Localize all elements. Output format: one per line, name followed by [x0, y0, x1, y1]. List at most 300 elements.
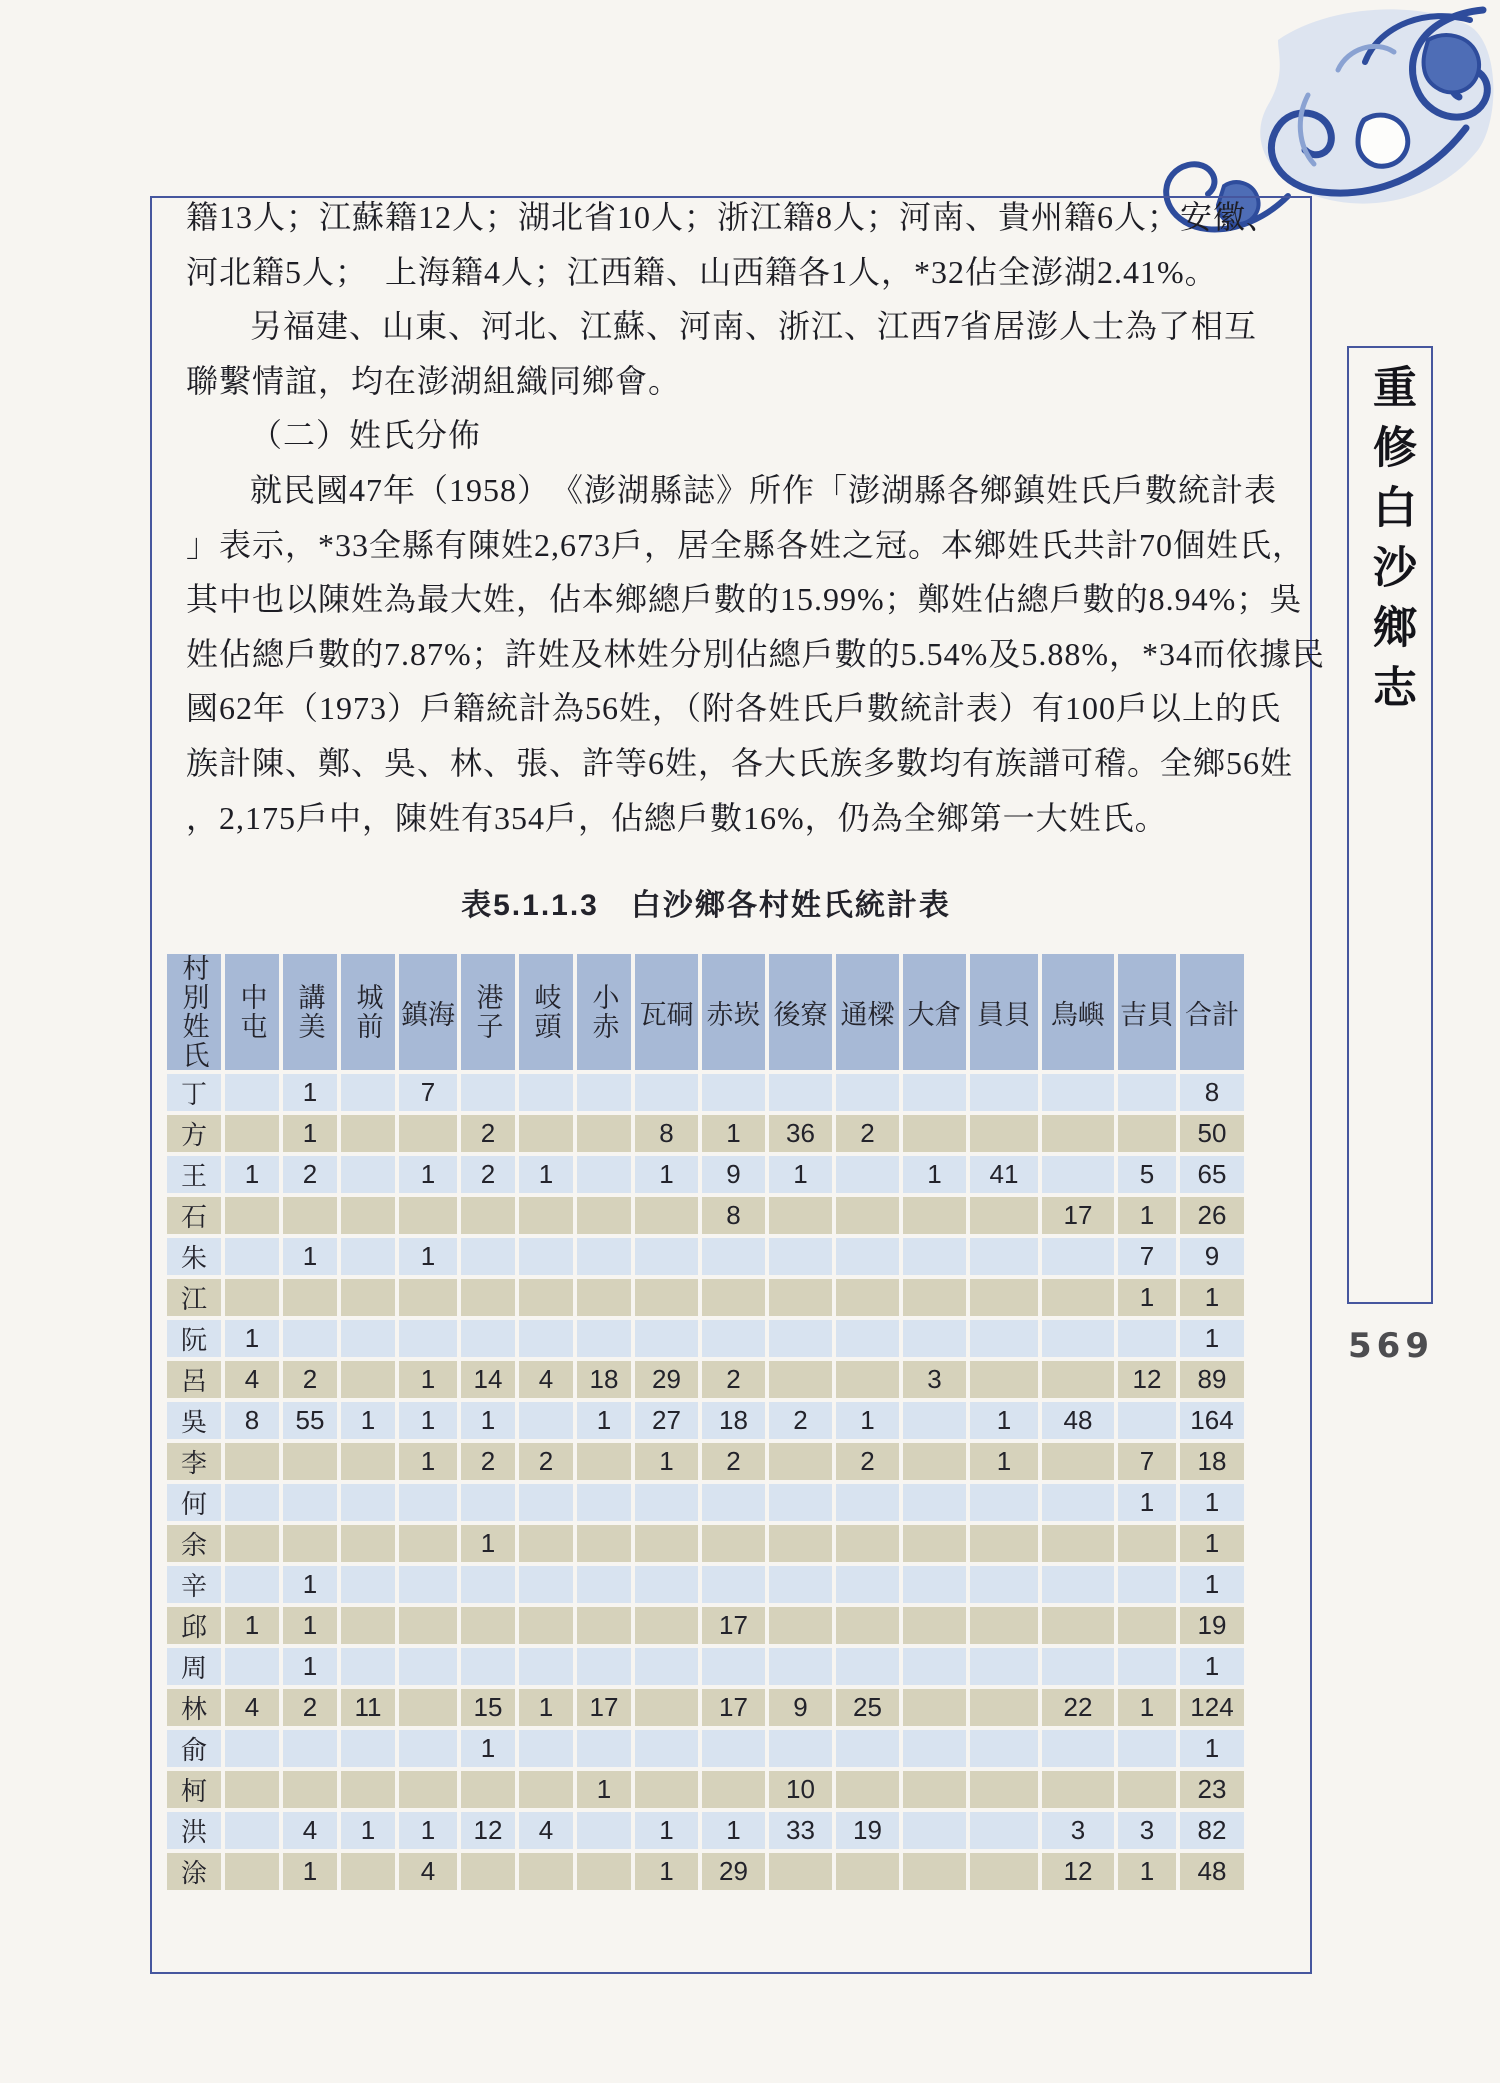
table-cell [519, 1525, 573, 1562]
table-cell: 12 [1042, 1853, 1114, 1890]
table-cell [836, 1320, 899, 1357]
table-cell: 1 [399, 1156, 457, 1193]
table-cell [341, 1115, 395, 1152]
table-cell [341, 1484, 395, 1521]
table-cell [702, 1484, 765, 1521]
table-cell: 27 [635, 1402, 698, 1439]
total-cell: 1 [1180, 1566, 1244, 1603]
table-cell [635, 1566, 698, 1603]
table-cell [399, 1115, 457, 1152]
table-cell [836, 1238, 899, 1275]
table-cell [577, 1484, 631, 1521]
body-text-line: 族計陳、鄭、吳、林、張、許等6姓，各大氏族多數均有族譜可稽。全鄉56姓 [186, 744, 1294, 781]
total-cell: 18 [1180, 1443, 1244, 1480]
column-header: 城前 [341, 954, 395, 1070]
table-cell [341, 1648, 395, 1685]
table-cell [283, 1730, 337, 1767]
table-cell [341, 1443, 395, 1480]
table-cell [1042, 1320, 1114, 1357]
table-cell: 1 [635, 1443, 698, 1480]
table-cell [702, 1771, 765, 1808]
table-cell [635, 1484, 698, 1521]
table-cell [1042, 1730, 1114, 1767]
table-cell: 1 [225, 1320, 279, 1357]
table-cell: 12 [1118, 1361, 1176, 1398]
total-cell: 124 [1180, 1689, 1244, 1726]
table-cell: 1 [399, 1443, 457, 1480]
table-cell: 8 [225, 1402, 279, 1439]
table-cell [341, 1771, 395, 1808]
table-cell [702, 1566, 765, 1603]
body-text-line: 其中也以陳姓為最大姓，佔本鄉總戶數的15.99%；鄭姓佔總戶數的8.94%；吳 [186, 581, 1303, 618]
table-cell [1042, 1484, 1114, 1521]
table-cell: 1 [461, 1730, 515, 1767]
table-cell [836, 1279, 899, 1316]
body-text-line: 就民國47年（1958） 《澎湖縣誌》所作「澎湖縣各鄉鎮姓氏戶數統計表 [250, 471, 1278, 508]
table-cell [577, 1115, 631, 1152]
table-cell [903, 1279, 966, 1316]
table-cell [577, 1156, 631, 1193]
table-cell: 18 [577, 1361, 631, 1398]
total-cell: 1 [1180, 1484, 1244, 1521]
table-cell: 1 [283, 1238, 337, 1275]
table-cell: 1 [399, 1238, 457, 1275]
table-cell [903, 1525, 966, 1562]
table-cell [903, 1320, 966, 1357]
table-cell [577, 1279, 631, 1316]
table-cell: 3 [1118, 1812, 1176, 1849]
table-cell: 2 [283, 1361, 337, 1398]
table-cell [461, 1320, 515, 1357]
table-row [167, 1730, 1244, 1767]
table-cell [519, 1648, 573, 1685]
table-cell [225, 1484, 279, 1521]
table-cell: 1 [519, 1156, 573, 1193]
table-cell [970, 1525, 1038, 1562]
total-cell: 26 [1180, 1197, 1244, 1234]
table-cell [399, 1320, 457, 1357]
table-cell [836, 1484, 899, 1521]
surname-cell: 石 [167, 1197, 221, 1234]
section-heading: （二）姓氏分佈 [250, 417, 482, 454]
table-cell [836, 1156, 899, 1193]
table-cell: 1 [461, 1525, 515, 1562]
total-cell: 1 [1180, 1730, 1244, 1767]
column-header: 員貝 [970, 954, 1038, 1070]
table-cell [461, 1484, 515, 1521]
surname-cell: 丁 [167, 1074, 221, 1111]
table-cell: 1 [577, 1771, 631, 1808]
table-cell: 3 [903, 1361, 966, 1398]
table-cell [1042, 1074, 1114, 1111]
table-cell: 7 [399, 1074, 457, 1111]
table-cell: 19 [836, 1812, 899, 1849]
table-cell: 7 [1118, 1443, 1176, 1480]
table-cell [399, 1689, 457, 1726]
surname-cell: 朱 [167, 1238, 221, 1275]
table-cell: 1 [702, 1812, 765, 1849]
table-cell: 1 [399, 1361, 457, 1398]
table-row [167, 1484, 1244, 1521]
table-row [167, 1279, 1244, 1316]
table-cell [341, 1607, 395, 1644]
table-cell: 2 [283, 1156, 337, 1193]
table-cell: 1 [702, 1115, 765, 1152]
table-cell: 7 [1118, 1238, 1176, 1275]
surname-cell: 邱 [167, 1607, 221, 1644]
table-cell [836, 1607, 899, 1644]
surname-cell: 辛 [167, 1566, 221, 1603]
column-header: 岐頭 [519, 954, 573, 1070]
table-cell [1042, 1607, 1114, 1644]
table-cell [1118, 1320, 1176, 1357]
table-cell [635, 1771, 698, 1808]
table-cell: 2 [702, 1443, 765, 1480]
table-cell [702, 1648, 765, 1685]
table-row [167, 1197, 1244, 1234]
table-cell [577, 1197, 631, 1234]
total-cell: 1 [1180, 1525, 1244, 1562]
table-cell [225, 1525, 279, 1562]
table-cell [1118, 1074, 1176, 1111]
table-cell [903, 1566, 966, 1603]
table-cell [769, 1443, 832, 1480]
table-cell: 1 [1118, 1279, 1176, 1316]
total-cell: 50 [1180, 1115, 1244, 1152]
total-cell: 9 [1180, 1238, 1244, 1275]
table-cell [970, 1689, 1038, 1726]
table-cell [769, 1607, 832, 1644]
table-cell [836, 1361, 899, 1398]
table-cell [1042, 1279, 1114, 1316]
column-header: 大倉 [903, 954, 966, 1070]
table-cell: 1 [283, 1074, 337, 1111]
table-cell: 41 [970, 1156, 1038, 1193]
table-cell: 22 [1042, 1689, 1114, 1726]
table-cell [635, 1279, 698, 1316]
table-cell [769, 1484, 832, 1521]
table-cell [903, 1853, 966, 1890]
table-cell [970, 1566, 1038, 1603]
table-cell [1118, 1525, 1176, 1562]
table-cell [577, 1730, 631, 1767]
table-cell [903, 1484, 966, 1521]
surname-cell: 周 [167, 1648, 221, 1685]
table-cell [461, 1648, 515, 1685]
total-cell: 1 [1180, 1320, 1244, 1357]
table-cell: 1 [461, 1402, 515, 1439]
table-cell [702, 1238, 765, 1275]
table-cell [399, 1730, 457, 1767]
table-cell [283, 1484, 337, 1521]
table-cell [341, 1361, 395, 1398]
column-header: 吉貝 [1118, 954, 1176, 1070]
table-cell: 1 [283, 1566, 337, 1603]
table-cell [635, 1525, 698, 1562]
table-cell [836, 1197, 899, 1234]
table-cell: 1 [519, 1689, 573, 1726]
body-text-line: ，2,175戶中，陳姓有354戶，佔總戶數16%，仍為全鄉第一大姓氏。 [186, 799, 1168, 836]
column-header: 通樑 [836, 954, 899, 1070]
body-text-line: 」表示，*33全縣有陳姓2,673戶，居全縣各姓之冠。本鄉姓氏共計70個姓氏， [186, 526, 1306, 563]
table-row [167, 1648, 1244, 1685]
table-cell [519, 1607, 573, 1644]
table-cell [1042, 1648, 1114, 1685]
table-cell [970, 1853, 1038, 1890]
table-cell [461, 1771, 515, 1808]
table-cell [702, 1525, 765, 1562]
table-cell [970, 1320, 1038, 1357]
table-cell [399, 1607, 457, 1644]
table-cell: 1 [1118, 1197, 1176, 1234]
table-cell [836, 1771, 899, 1808]
table-cell [970, 1771, 1038, 1808]
total-cell: 8 [1180, 1074, 1244, 1111]
table-cell [635, 1689, 698, 1726]
table-cell [283, 1320, 337, 1357]
table-cell: 2 [461, 1156, 515, 1193]
table-cell: 1 [341, 1402, 395, 1439]
column-header: 中屯 [225, 954, 279, 1070]
table-cell: 4 [225, 1689, 279, 1726]
table-cell [461, 1074, 515, 1111]
table-row [167, 1074, 1244, 1111]
table-cell: 1 [635, 1853, 698, 1890]
table-header-row [167, 954, 1244, 1070]
table-cell [970, 1279, 1038, 1316]
table-cell [769, 1648, 832, 1685]
table-cell [341, 1566, 395, 1603]
table-cell [836, 1730, 899, 1767]
surname-cell: 俞 [167, 1730, 221, 1767]
table-cell [769, 1279, 832, 1316]
table-cell: 2 [519, 1443, 573, 1480]
table-cell: 1 [1118, 1853, 1176, 1890]
table-cell [341, 1525, 395, 1562]
table-cell [519, 1074, 573, 1111]
page-number: 569 [1348, 1326, 1434, 1366]
table-cell [1042, 1238, 1114, 1275]
table-cell [577, 1443, 631, 1480]
surname-cell: 洪 [167, 1812, 221, 1849]
table-row [167, 1525, 1244, 1562]
surname-cell: 余 [167, 1525, 221, 1562]
table-cell: 17 [702, 1607, 765, 1644]
table-cell [769, 1566, 832, 1603]
table-row [167, 1853, 1244, 1890]
table-cell [225, 1197, 279, 1234]
table-cell [1118, 1648, 1176, 1685]
table-cell [903, 1074, 966, 1111]
table-cell: 55 [283, 1402, 337, 1439]
table-cell [461, 1853, 515, 1890]
table-cell [1042, 1443, 1114, 1480]
total-cell: 65 [1180, 1156, 1244, 1193]
table-cell [903, 1689, 966, 1726]
table-cell [903, 1607, 966, 1644]
total-cell: 48 [1180, 1853, 1244, 1890]
table-cell [461, 1197, 515, 1234]
table-cell: 1 [283, 1115, 337, 1152]
table-cell: 1 [283, 1853, 337, 1890]
body-text-line: 姓佔總戶數的7.87%；許姓及林姓分別佔總戶數的5.54%及5.88%，*34而依據民 [186, 635, 1325, 672]
table-cell: 8 [635, 1115, 698, 1152]
table-cell: 1 [635, 1156, 698, 1193]
table-cell [970, 1238, 1038, 1275]
total-cell: 82 [1180, 1812, 1244, 1849]
table-cell [283, 1525, 337, 1562]
table-cell [769, 1525, 832, 1562]
table-cell [1042, 1156, 1114, 1193]
table-cell: 1 [903, 1156, 966, 1193]
table-cell [970, 1730, 1038, 1767]
table-cell [903, 1402, 966, 1439]
table-cell: 12 [461, 1812, 515, 1849]
table-cell [399, 1279, 457, 1316]
table-cell [519, 1197, 573, 1234]
table-cell: 1 [635, 1812, 698, 1849]
table-cell: 1 [1118, 1689, 1176, 1726]
table-cell: 48 [1042, 1402, 1114, 1439]
table-cell [519, 1853, 573, 1890]
table-cell [225, 1238, 279, 1275]
table-cell [577, 1074, 631, 1111]
table-row [167, 1771, 1244, 1808]
body-text-line: 國62年（1973）戶籍統計為56姓，（附各姓氏戶數統計表）有100戶以上的氏 [186, 690, 1282, 727]
column-header: 村別姓氏 [167, 954, 221, 1070]
total-cell: 1 [1180, 1648, 1244, 1685]
table-cell: 3 [1042, 1812, 1114, 1849]
table-cell [1042, 1525, 1114, 1562]
table-cell [702, 1074, 765, 1111]
column-header: 赤崁 [702, 954, 765, 1070]
table-cell [702, 1730, 765, 1767]
body-text-line: 河北籍5人； 上海籍4人；江西籍、山西籍各1人，*32佔全澎湖2.41%。 [186, 253, 1218, 290]
table-cell [769, 1361, 832, 1398]
table-cell: 4 [519, 1812, 573, 1849]
table-cell: 29 [635, 1361, 698, 1398]
table-cell [903, 1730, 966, 1767]
table-cell [769, 1197, 832, 1234]
table-cell [769, 1320, 832, 1357]
table-cell [970, 1074, 1038, 1111]
table-cell [225, 1115, 279, 1152]
table-cell [225, 1812, 279, 1849]
table-cell [1118, 1566, 1176, 1603]
table-cell [1042, 1115, 1114, 1152]
table-cell: 2 [461, 1443, 515, 1480]
table-row [167, 1443, 1244, 1480]
table-cell: 1 [970, 1443, 1038, 1480]
table-cell [399, 1771, 457, 1808]
surname-cell: 李 [167, 1443, 221, 1480]
table-cell: 1 [225, 1156, 279, 1193]
table-cell [635, 1730, 698, 1767]
table-cell [283, 1771, 337, 1808]
table-cell: 1 [341, 1812, 395, 1849]
table-cell [225, 1443, 279, 1480]
table-cell [1118, 1730, 1176, 1767]
table-row [167, 1689, 1244, 1726]
table-cell [970, 1197, 1038, 1234]
table-cell [283, 1443, 337, 1480]
table-cell [903, 1812, 966, 1849]
surname-statistics-table [163, 950, 1248, 1894]
column-header: 小赤 [577, 954, 631, 1070]
table-cell [635, 1238, 698, 1275]
column-header: 鳥嶼 [1042, 954, 1114, 1070]
table-cell [970, 1361, 1038, 1398]
table-cell: 1 [283, 1607, 337, 1644]
table-cell [836, 1074, 899, 1111]
table-cell [519, 1402, 573, 1439]
table-cell: 4 [283, 1812, 337, 1849]
table-cell [769, 1853, 832, 1890]
column-header: 港子 [461, 954, 515, 1070]
table-row [167, 1156, 1244, 1193]
table-cell: 2 [836, 1443, 899, 1480]
table-cell: 2 [702, 1361, 765, 1398]
table-cell [903, 1238, 966, 1275]
table-cell [1042, 1771, 1114, 1808]
column-header: 講美 [283, 954, 337, 1070]
table-cell [519, 1279, 573, 1316]
table-cell: 8 [702, 1197, 765, 1234]
table-cell [970, 1648, 1038, 1685]
table-cell: 14 [461, 1361, 515, 1398]
table-cell [702, 1320, 765, 1357]
table-cell: 9 [769, 1689, 832, 1726]
table-cell: 2 [836, 1115, 899, 1152]
table-cell [225, 1648, 279, 1685]
table-cell [635, 1648, 698, 1685]
table-cell [769, 1730, 832, 1767]
table-row [167, 1812, 1244, 1849]
table-cell: 17 [577, 1689, 631, 1726]
table-cell: 1 [399, 1812, 457, 1849]
table-cell [836, 1853, 899, 1890]
column-header: 後寮 [769, 954, 832, 1070]
table-cell: 4 [519, 1361, 573, 1398]
table-cell [341, 1156, 395, 1193]
table-cell: 17 [702, 1689, 765, 1726]
table-cell: 25 [836, 1689, 899, 1726]
surname-cell: 何 [167, 1484, 221, 1521]
table-cell [225, 1853, 279, 1890]
table-cell [970, 1484, 1038, 1521]
table-cell: 33 [769, 1812, 832, 1849]
table-cell [225, 1771, 279, 1808]
total-cell: 19 [1180, 1607, 1244, 1644]
table-cell: 17 [1042, 1197, 1114, 1234]
table-cell: 9 [702, 1156, 765, 1193]
table-row [167, 1566, 1244, 1603]
surname-cell: 柯 [167, 1771, 221, 1808]
total-cell: 89 [1180, 1361, 1244, 1398]
table-cell [1118, 1771, 1176, 1808]
table-cell [577, 1566, 631, 1603]
table-cell [341, 1238, 395, 1275]
total-cell: 23 [1180, 1771, 1244, 1808]
surname-cell: 涂 [167, 1853, 221, 1890]
table-cell: 36 [769, 1115, 832, 1152]
column-header: 鎮海 [399, 954, 457, 1070]
table-cell [461, 1238, 515, 1275]
table-cell [903, 1771, 966, 1808]
table-cell [341, 1730, 395, 1767]
table-cell: 1 [225, 1607, 279, 1644]
table-cell [399, 1566, 457, 1603]
